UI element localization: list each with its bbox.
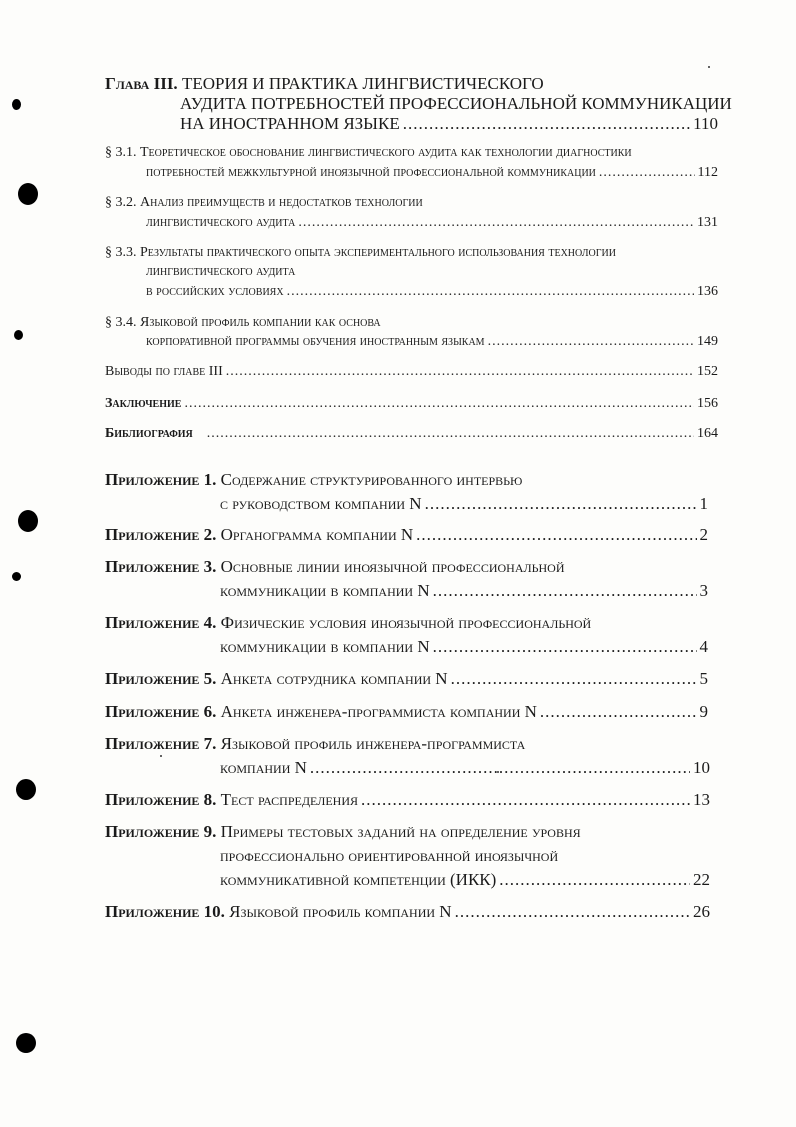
- scan-speck: [708, 66, 710, 68]
- binder-hole: [12, 572, 21, 581]
- page-number: 112: [697, 165, 718, 180]
- page-number: 131: [697, 215, 718, 230]
- appendix-2[interactable]: Приложение 2. Органограмма компании N ..... 2: [105, 525, 708, 545]
- page-number: 156: [697, 396, 718, 411]
- page-number: 26: [693, 902, 710, 921]
- scan-speck: [160, 755, 162, 757]
- section-3-2-line2[interactable]: лингвистического аудита ..... 131: [146, 215, 718, 231]
- binder-hole: [14, 330, 23, 340]
- binder-hole: [12, 99, 21, 110]
- section-3-3: § 3.3. Результаты практического опыта экспериментального использования технологии: [105, 245, 616, 260]
- appendix-10[interactable]: Приложение 10. Языковой профиль компании N ..... 26: [105, 902, 710, 922]
- page-number: 152: [697, 364, 718, 379]
- appendix-8[interactable]: Приложение 8. Тест распределения ..... 13: [105, 790, 710, 810]
- page-number: 10: [693, 758, 710, 777]
- section-3-1: § 3.1. Теоретическое обоснование лингвистического аудита как технологии диагностики: [105, 145, 632, 160]
- binder-hole: [18, 510, 38, 532]
- appendix-7: Приложение 7. Языковой профиль инженера-программиста: [105, 734, 526, 753]
- appendix-9: Приложение 9. Примеры тестовых заданий на определение уровня: [105, 822, 581, 841]
- appendix-9-line1b: профессионально ориентированной иноязычной: [220, 846, 559, 865]
- binder-hole: [16, 1033, 36, 1053]
- section-3-3-line1b: лингвистического аудита: [146, 264, 296, 279]
- appendix-3: Приложение 3. Основные линии иноязычной профессиональной: [105, 557, 565, 576]
- page-number: 9: [699, 702, 708, 721]
- appendix-1: Приложение 1. Содержание структурированного интервью: [105, 470, 523, 489]
- chapter-heading-line3[interactable]: НА ИНОСТРАННОМ ЯЗЫКЕ ..... 110: [180, 114, 718, 134]
- binder-hole: [18, 183, 38, 205]
- page-number: 4: [699, 637, 708, 656]
- appendix-1-line2[interactable]: с руководством компании N ..... 1: [220, 494, 708, 514]
- appendix-5[interactable]: Приложение 5. Анкета сотрудника компании N ..... 5: [105, 669, 708, 689]
- conclusions-entry[interactable]: Выводы по главе III ..... 152: [105, 364, 718, 380]
- chapter-heading-line2: АУДИТА ПОТРЕБНОСТЕЙ ПРОФЕССИОНАЛЬНОЙ КОММУНИКАЦИИ: [180, 94, 732, 113]
- page-number: 2: [699, 525, 708, 544]
- appendix-3-line2[interactable]: коммуникации в компании N ..... 3: [220, 581, 708, 601]
- page-number: 110: [693, 114, 718, 133]
- page-number: 5: [699, 669, 708, 688]
- appendix-7-line2[interactable]: компании N ..... 10: [220, 758, 710, 778]
- page-number: 1: [699, 494, 708, 513]
- appendix-9-line2[interactable]: коммуникативной компетенции (ИКК) ..... 22: [220, 870, 710, 890]
- binder-hole: [16, 779, 36, 800]
- page-number: 164: [697, 426, 718, 441]
- section-3-4-line2[interactable]: корпоративной программы обучения иностранным языкам ..... 149: [146, 334, 718, 350]
- bibliography-entry[interactable]: Библиография ..... 164: [105, 426, 718, 442]
- appendix-6[interactable]: Приложение 6. Анкета инженера-программиста компании N ..... 9: [105, 702, 708, 722]
- page-number: 149: [697, 334, 718, 349]
- section-3-2: § 3.2. Анализ преимуществ и недостатков технологии: [105, 195, 423, 210]
- page-number: 22: [693, 870, 710, 889]
- summary-entry[interactable]: Заключение ..... 156: [105, 396, 718, 412]
- section-3-1-line2[interactable]: потребностей межкультурной иноязычной профессиональной коммуникации ..... 112: [146, 165, 718, 181]
- page-number: 136: [697, 284, 718, 299]
- appendix-4-line2[interactable]: коммуникации в компании N ..... 4: [220, 637, 708, 657]
- appendix-4: Приложение 4. Физические условия иноязычной профессиональной: [105, 613, 592, 632]
- section-3-3-line2[interactable]: в российских условиях ..... 136: [146, 284, 718, 300]
- page-number: 3: [699, 581, 708, 600]
- section-3-4: § 3.4. Языковой профиль компании как основа: [105, 315, 381, 330]
- chapter-heading: Глава III. ТЕОРИЯ И ПРАКТИКА ЛИНГВИСТИЧЕСКОГО: [105, 74, 544, 93]
- page-number: 13: [693, 790, 710, 809]
